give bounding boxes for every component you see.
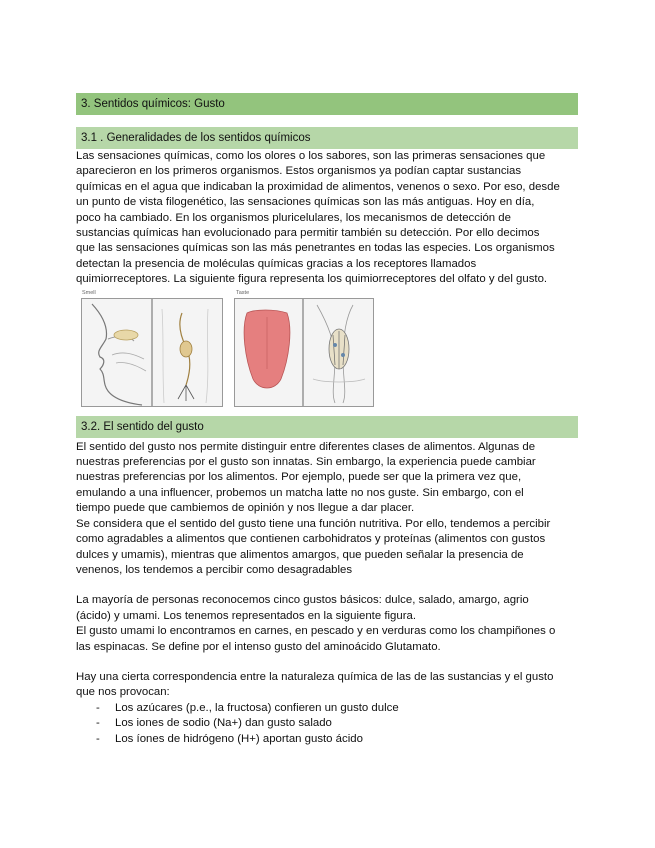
chemoreceptor-figure [76,288,578,416]
list-item: - Los íones de hidrógeno (H+) aportan gusto ácido [76,732,578,747]
paragraph-line: nuestras preferencias por el gusto son innatas. Sin embargo, la experiencia puede cambiar [76,456,536,469]
list-item: - Los iones de sodio (Na+) dan gusto salado [76,716,578,731]
paragraph-line: emulando a una influencer, probemos un matcha latte no nos guste. Sin embargo, con el [76,486,524,499]
paragraph-line: que nos provocan: [76,686,170,699]
paragraph-line: La mayoría de personas reconocemos cinco gustos básicos: dulce, salado, amargo, agrio [76,594,529,607]
paragraph-line: poco ha cambiado. En los organismos pluricelulares, los mecanismos de detección de [76,211,511,224]
taste-label: Taste [236,289,250,296]
section-3-title: 3. Sentidos químicos: Gusto [81,98,225,110]
smell-illustration [81,298,223,407]
paragraph-line: tiempo puede que cambiemos de opinión y nos llegue a dar placer. [76,502,415,515]
paragraph-line: dulces y umamis), mientras que alimentos amargos, que pueden señalar la presencia de [76,548,524,561]
paragraph-line: (ácido) y umami. Los tenemos representados en la siguiente figura. [76,609,417,622]
paragraph-line: El sentido del gusto nos permite distinguir entre diferentes clases de alimentos. Algunas de [76,440,536,453]
section-3-2-title: 3.2. El sentido del gusto [81,420,204,433]
paragraph-line: que las sensaciones químicas son las más penetrantes en todas las especies. Los organismos [76,242,555,255]
paragraph-line: quimiorreceptores. La siguiente figura representa los quimiorreceptores del olfato y del gusto. [76,273,548,286]
section-3-heading [76,93,578,115]
list-item: - Los azúcares (p.e., la fructosa) confieren un gusto dulce [76,701,578,716]
section-3-1-title: 3.1 . Generalidades de los sentidos químicos [81,132,311,144]
paragraph-line: las espinacas. Se define por el intenso gusto del aminoácido Glutamato. [76,640,441,653]
taste-illustration [234,298,374,407]
paragraph-line: como agradables a alimentos que contienen carbohidratos y proteínas (alimentos con gustos [76,533,546,546]
section-3-2-paragraph-2 [76,593,578,655]
paragraph-line: Se considera que el sentido del gusto tiene una función nutritiva. Por ello, tendemos a percibir [76,517,551,530]
section-3-2-paragraph-1 [76,440,578,579]
section-3-1-paragraph [76,149,578,288]
paragraph-line: aparecieron en los primeros organismos. Estos organismos ya podían captar sustancias [76,165,522,178]
document-page [76,93,578,747]
paragraph-line: venenos, los tendemos a percibir como desagradables [76,563,353,576]
paragraph-line: Las sensaciones químicas, como los olores o los sabores, son las primeras sensaciones que [76,150,546,162]
section-3-1-heading [76,127,578,149]
paragraph-line: Hay una cierta correspondencia entre la naturaleza química de las de las sustancias y el gusto [76,670,554,683]
paragraph-line: sustancias químicas han evolucionado para permitir también su detección. Por ello decimos [76,227,540,240]
section-3-2-paragraph-3 [76,670,578,701]
paragraph-line: El gusto umami lo encontramos en carnes, en pescado y en verduras como los champiñones o [76,625,556,638]
smell-label: Smell [82,289,96,296]
paragraph-line: nuestras preferencias por los alimentos. Por ejemplo, puede ser que la primera vez que, [76,471,522,484]
section-3-2-heading [76,416,578,438]
paragraph-line: detectan la presencia de moléculas químicas gracias a los receptores llamados [76,257,477,270]
taste-chemistry-list [76,701,578,747]
paragraph-line: químicas en el agua que indicaban la proximidad de alimentos, venenos o sexo. Por eso, desde [76,180,560,193]
paragraph-line: un punto de vista filogenético, las sensaciones químicas son las más antiguas. Hoy en día, [76,196,535,209]
